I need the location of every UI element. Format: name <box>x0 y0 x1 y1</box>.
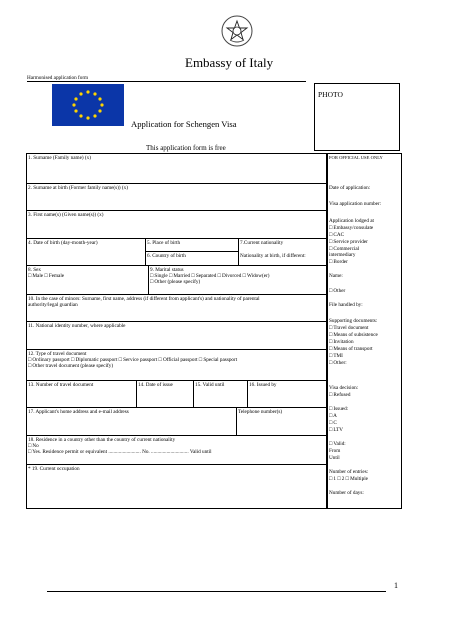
col-line <box>145 238 146 265</box>
lodged-service-checkbox[interactable]: □ Service provider <box>329 239 368 245</box>
issued-checkbox[interactable]: □ Issued: <box>329 406 349 412</box>
col-line <box>193 380 194 407</box>
row-line <box>26 183 327 184</box>
col-line <box>148 265 149 294</box>
issued-c-checkbox[interactable]: □ C <box>329 420 337 426</box>
italian-emblem-icon <box>220 14 254 48</box>
doc-travel-checkbox[interactable]: □ Travel document <box>329 325 369 331</box>
row-line <box>26 210 327 211</box>
lodged-border-checkbox[interactable]: □ Border <box>329 259 348 265</box>
nationality-at-birth-field[interactable]: Nationality at birth, if different: <box>240 253 306 259</box>
lodged-embassy-checkbox[interactable]: □ Embassy/consulate <box>329 225 374 231</box>
visa-decision-label: Visa decision: <box>329 385 359 391</box>
supporting-docs-label: Supporting documents: <box>329 318 378 324</box>
doc-tmi-checkbox[interactable]: □ TMI <box>329 353 343 359</box>
row-line <box>26 238 327 239</box>
page-number: 1 <box>394 581 398 590</box>
country-of-birth-field[interactable]: 6. Country of birth <box>147 253 186 259</box>
form-left-area <box>26 153 327 509</box>
doc-subsistence-checkbox[interactable]: □ Means of subsistence <box>329 332 378 338</box>
surname-field[interactable]: 1. Surname (Family name) (x) <box>28 155 91 161</box>
official-use-heading: FOR OFFICIAL USE ONLY <box>329 155 383 160</box>
refused-checkbox[interactable]: □ Refused <box>329 392 351 398</box>
row-line <box>26 380 327 381</box>
col-line <box>247 380 248 407</box>
valid-checkbox[interactable]: □ Valid: <box>329 441 346 447</box>
doc-transport-checkbox[interactable]: □ Means of transport <box>329 346 373 352</box>
issued-a-checkbox[interactable]: □ A <box>329 413 337 419</box>
row-line <box>26 464 327 465</box>
row-line <box>26 294 327 295</box>
travel-document-type-options[interactable]: □ Ordinary passport □ Diplomatic passport □ Service passport □ Official passport □ Special passport <box>28 357 238 363</box>
header-divider <box>27 81 306 82</box>
col-line <box>238 238 239 265</box>
row-line <box>26 349 327 350</box>
date-of-application-label: Date of application: <box>329 185 371 191</box>
national-id-field[interactable]: 11. National identity number, where applicable <box>28 323 126 329</box>
current-occupation-field[interactable]: * 19. Current occupation <box>28 466 80 472</box>
travel-document-number-field[interactable]: 13. Number of travel document <box>28 382 94 388</box>
harmonised-form-label: Harmonised application form <box>27 75 89 81</box>
sex-label: 8. Sex <box>28 267 41 273</box>
col-line <box>136 380 137 407</box>
date-of-issue-field[interactable]: 14. Date of issue <box>138 382 173 388</box>
telephone-field[interactable]: Telephone number(s) <box>238 409 283 415</box>
eu-flag-icon <box>52 84 124 126</box>
row-line <box>26 435 327 436</box>
home-address-field[interactable]: 17. Applicant's home address and e-mail address <box>28 409 129 415</box>
residence-other-country-label: 18. Residence in a country other than the country of current nationality <box>28 437 176 443</box>
file-handled-label: File handled by: <box>329 302 363 308</box>
place-of-birth-field[interactable]: 5. Place of birth <box>147 240 181 246</box>
col-line <box>236 407 237 435</box>
embassy-title: Embassy of Italy <box>185 55 274 70</box>
number-of-entries-label: Number of entries: <box>329 469 369 475</box>
marital-status-options[interactable]: □ Single □ Married □ Separated □ Divorced □ Widow(er) <box>150 273 270 279</box>
residence-no-option[interactable]: □ No <box>28 443 39 449</box>
official-name-label: Name: <box>329 273 343 279</box>
row-line <box>26 407 327 408</box>
row-line <box>145 251 238 252</box>
row-line <box>26 265 327 266</box>
free-notice: This application form is free <box>146 144 226 152</box>
issued-by-field[interactable]: 16. Issued by <box>249 382 277 388</box>
minor-guardian-field-cont: authority/legal guardian <box>28 302 78 308</box>
valid-until-field[interactable]: 15. Valid until <box>195 382 225 388</box>
valid-until-label: Until <box>329 455 340 461</box>
marital-status-other[interactable]: □ Other (please specify) <box>150 279 201 285</box>
doc-invitation-checkbox[interactable]: □ Invitation <box>329 339 354 345</box>
surname-at-birth-field[interactable]: 2. Surname at birth (Former family name(s)) (x) <box>28 185 128 191</box>
visa-application-number-label: Visa application number: <box>329 201 382 207</box>
sex-options[interactable]: □ Male □ Female <box>28 273 65 279</box>
issued-ltv-checkbox[interactable]: □ LTV <box>329 427 344 433</box>
minor-guardian-field[interactable]: 10. In the case of minors: Surname, first name, address (if different from applicant's) and nationality of parental <box>28 296 260 302</box>
lodged-cac-checkbox[interactable]: □ CAC <box>329 232 345 238</box>
lodged-at-label: Application lodged at <box>329 218 374 224</box>
footer-divider <box>47 591 386 592</box>
valid-from-label: From <box>329 448 341 454</box>
residence-yes-option[interactable]: □ Yes. Residence permit or equivalent ......................... No. ............................. Valid until <box>28 449 212 455</box>
date-of-birth-field[interactable]: 4. Date of birth (day-month-year) <box>28 240 98 246</box>
travel-document-type-label: 12. Type of travel document <box>28 351 87 357</box>
lodged-intermediary-label: intermediary <box>329 252 356 258</box>
doc-other-checkbox[interactable]: □ Other: <box>329 360 347 366</box>
photo-box[interactable] <box>314 83 400 151</box>
official-other-checkbox[interactable]: □ Other <box>329 288 346 294</box>
marital-status-label: 9. Marital status <box>150 267 184 273</box>
first-name-field[interactable]: 3. First name(s) (Given name(s)) (x) <box>28 212 104 218</box>
lodged-commercial-checkbox[interactable]: □ Commercial <box>329 246 360 252</box>
travel-document-other[interactable]: □ Other travel document (please specify) <box>28 363 114 369</box>
row-line <box>26 321 327 322</box>
form-title: Application for Schengen Visa <box>131 119 237 129</box>
current-nationality-field[interactable]: 7.Current nationality <box>240 240 284 246</box>
number-of-days-label: Number of days: <box>329 490 364 496</box>
entries-options[interactable]: □ 1 □ 2 □ Multiple <box>329 476 368 482</box>
photo-label: PHOTO <box>318 90 343 99</box>
